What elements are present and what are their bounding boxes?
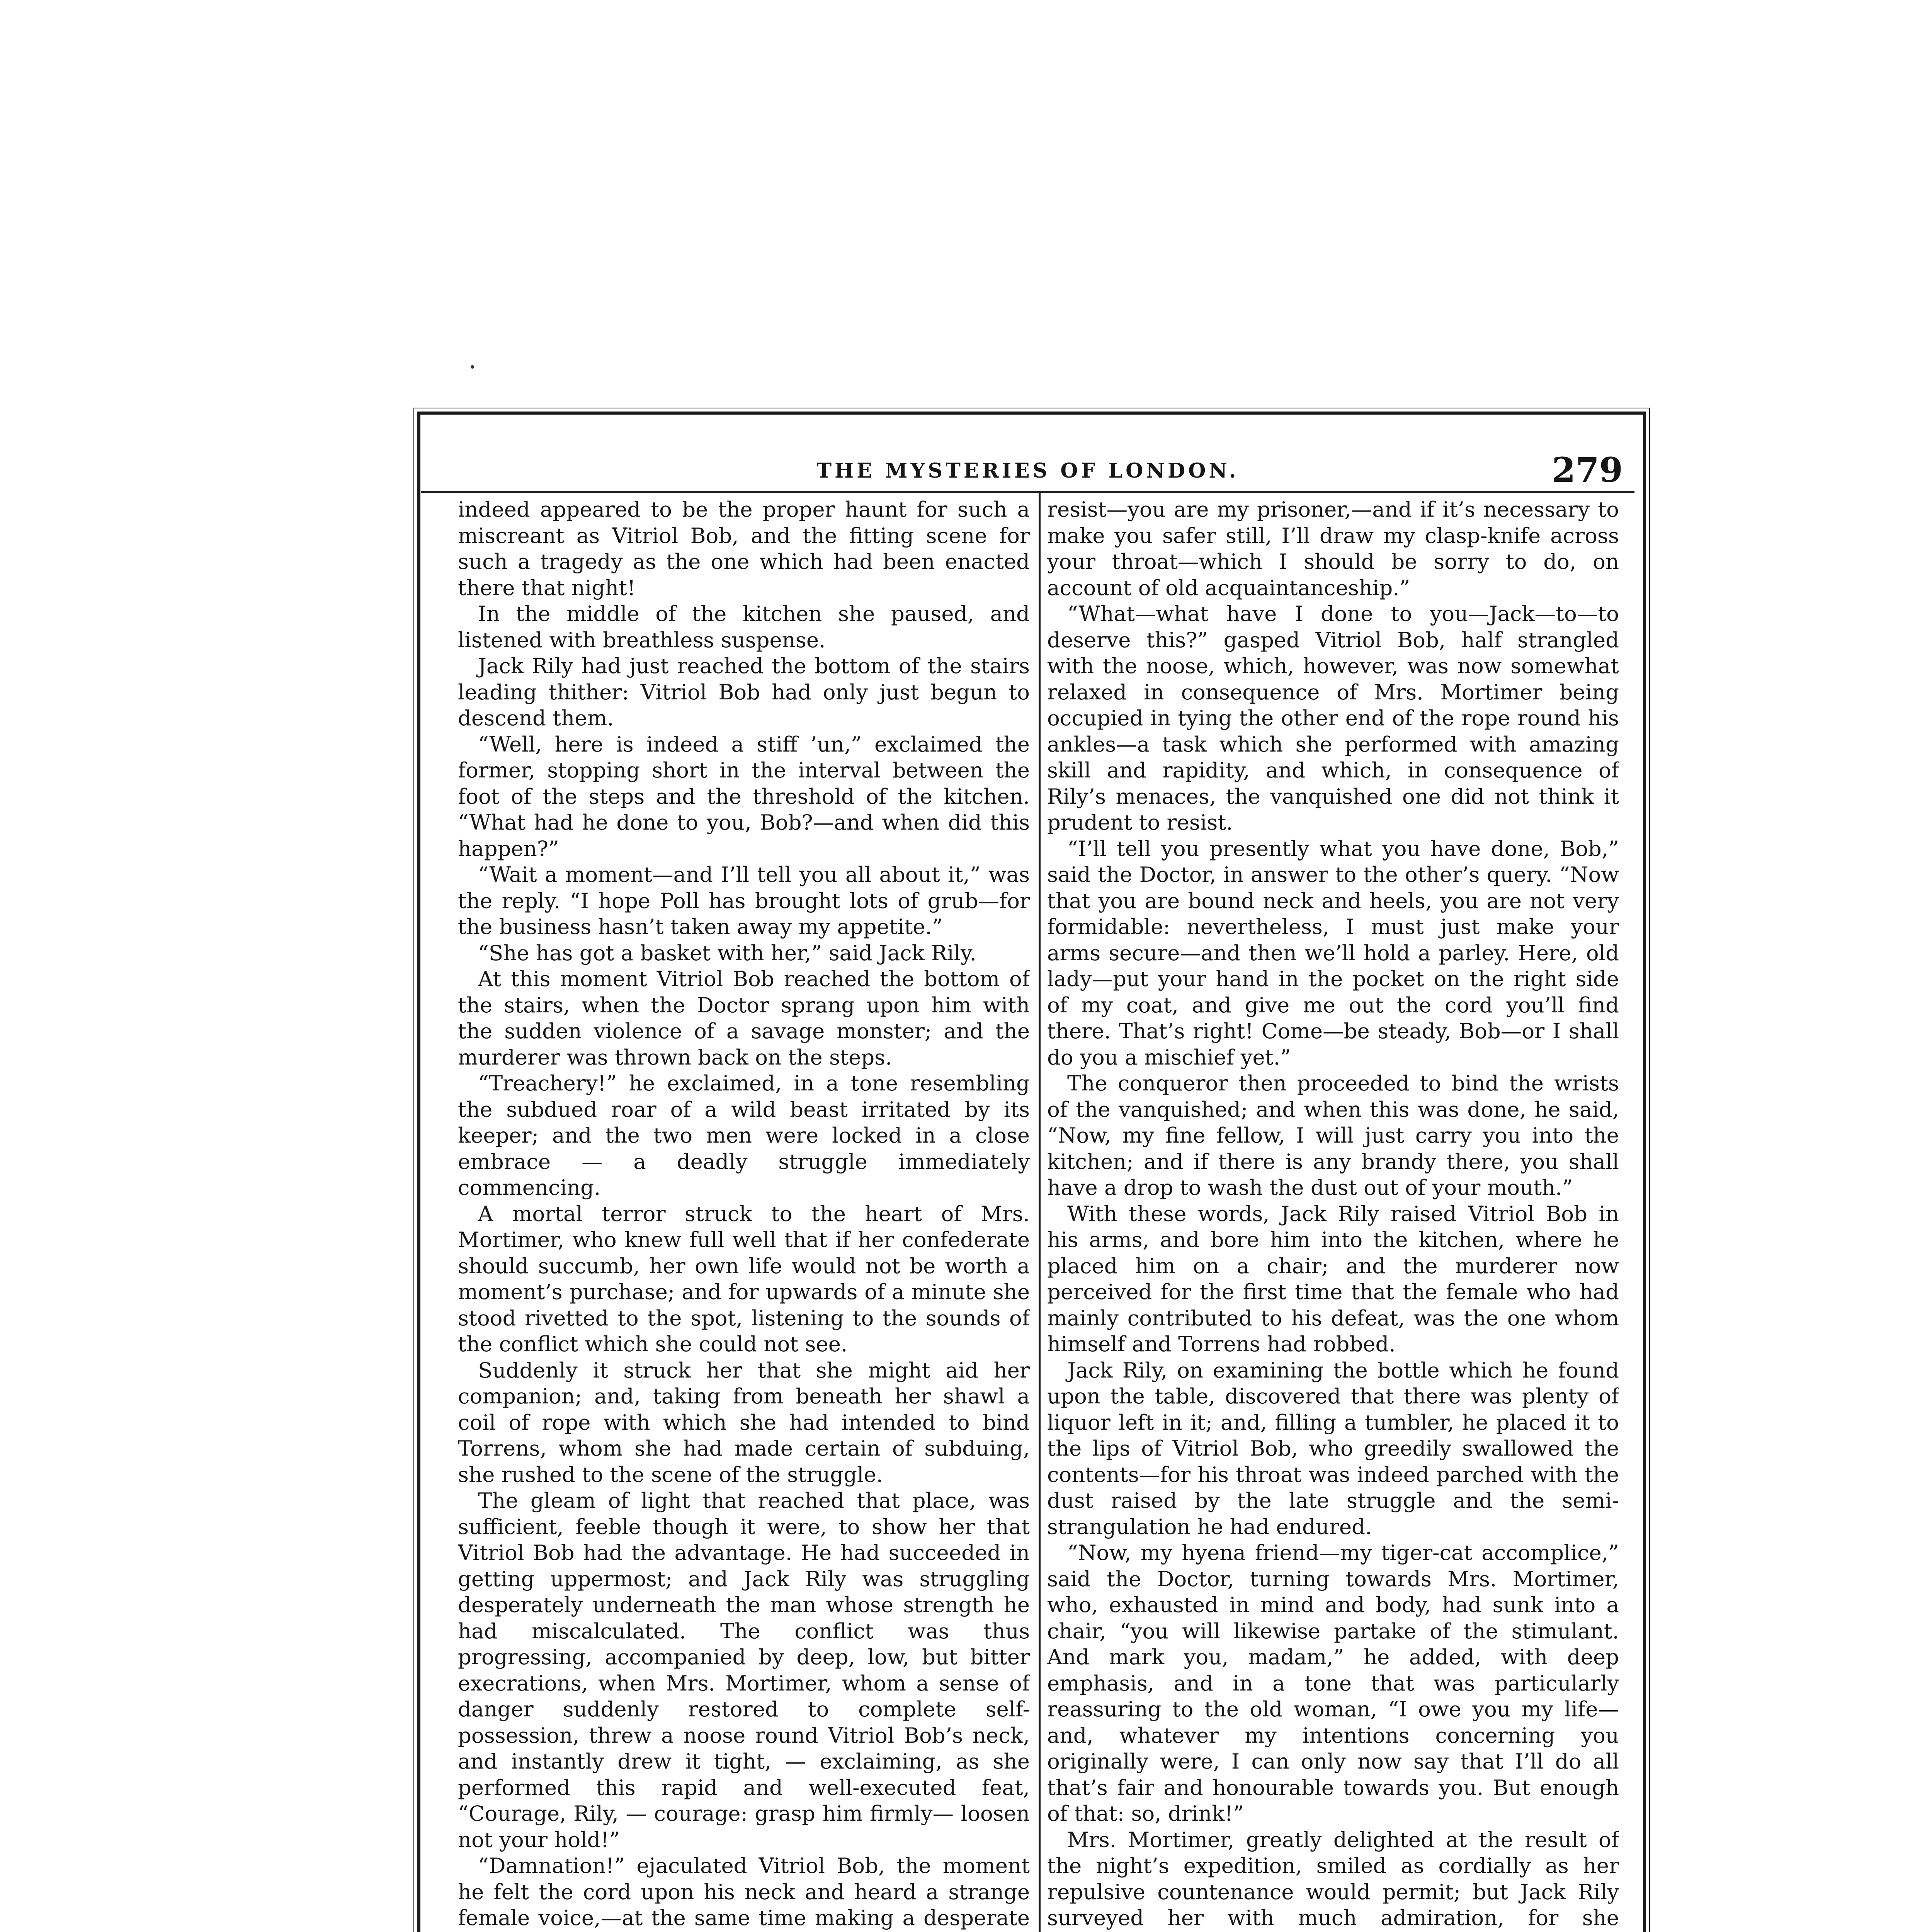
paragraph: “Damnation!” ejaculated Vitriol Bob, the moment he felt the cord upon his neck and heard a strange female voice,—at the same time making a desperate	[458, 1853, 1030, 1930]
paragraph: “Treachery!” he exclaimed, in a tone resembling the subdued roar of a wild beast irritated by its keeper; and the two men were locked in a close embrace — a deadly struggle immediately commencing.	[458, 1071, 1030, 1200]
paragraph: In the middle of the kitchen she paused, and listened with breathless suspense.	[458, 601, 1030, 652]
paragraph: The gleam of light that reached that place, was sufficient, feeble though it were, to show her that Vitriol Bob had the advantage. He had succeeded in getting uppermost; and Jack Rily was struggling desperately underneath the man whose strength he had miscalculated. The conflict was thus progressing, accompanied by deep, low, but bitter execrations, when Mrs. Mortimer, whom a sense of danger suddenly restored to complete self-possession, threw a noose round Vitriol Bob’s neck, and instantly drew it tight, — exclaiming, as she performed this rapid and well-executed feat, “Courage, Rily, — courage: grasp him firmly— loosen not your hold!”	[458, 1488, 1030, 1852]
paragraph: Suddenly it struck her that she might aid her companion; and, taking from beneath her shawl a coil of rope with which she had intended to bind Torrens, whom she had made certain of subduing, she rushed to the scene of the struggle.	[458, 1357, 1030, 1487]
paragraph: “Now, my hyena friend—my tiger-cat accomplice,” said the Doctor, turning towards Mrs. Mortimer, who, exhausted in mind and body, had sunk into a chair, “you will likewise partake of the stimulant. And mark you, madam,” he added, with deep emphasis, and in a tone that was particularly reassuring to the old woman, “I owe you my life— and, whatever my intentions concerning you originally were, I can only now say that I’ll do all that’s fair and honourable towards you. But enough of that: so, drink!”	[1047, 1540, 1619, 1826]
ink-speck	[471, 365, 474, 369]
paragraph: Jack Rily had just reached the bottom of the stairs leading thither: Vitriol Bob had only just begun to descend them.	[458, 653, 1030, 730]
paragraph: The conqueror then proceeded to bind the wrists of the vanquished; and when this was done, he said, “Now, my fine fellow, I will just carry you into the kitchen; and if there is any brandy there, you shall have a drop to wash the dust out of your mouth.”	[1047, 1071, 1619, 1200]
paragraph: resist—you are my prisoner,—and if it’s necessary to make you safer still, I’ll draw my clasp-knife across your throat—which I should be sorry to do, on account of old acquaintanceship.”	[1047, 497, 1619, 600]
paragraph: indeed appeared to be the proper haunt for such a miscreant as Vitriol Bob, and the fitting scene for such a tragedy as the one which had been enacted there that night!	[458, 497, 1030, 600]
paragraph: With these words, Jack Rily raised Vitriol Bob in his arms, and bore him into the kitchen, where he placed him on a chair; and the murderer now perceived for the first time that the female who had mainly contributed to his defeat, was the one whom himself and Torrens had robbed.	[1047, 1201, 1619, 1356]
page-number: 279	[1552, 450, 1623, 490]
paragraph: “I’ll tell you presently what you have done, Bob,” said the Doctor, in answer to the other’s query. “Now that you are bound neck and heels, you are not very formidable: nevertheless, I must just make your arms secure—and then we’ll hold a parley. Here, old lady—put your hand in the pocket on the right side of my coat, and give me out the cord you’ll find there. That’s right! Come—be steady, Bob—or I shall do you a mischief yet.”	[1047, 836, 1619, 1070]
paragraph: “She has got a basket with her,” said Jack Rily.	[478, 940, 976, 965]
paragraph: Jack Rily, on examining the bottle which he found upon the table, discovered that there was plenty of liquor left in it; and, filling a tumbler, he placed it to the lips of Vitriol Bob, who greedily swallowed the contents—for his throat was indeed parched with the dust raised by the late struggle and the semi-strangulation he had endured.	[1047, 1357, 1619, 1539]
page-header	[421, 448, 1634, 493]
running-head: THE MYSTERIES OF LONDON.	[816, 459, 1239, 483]
paragraph: Mrs. Mortimer, greatly delighted at the result of the night’s expedition, smiled as cordially as her repulsive countenance would permit; but Jack Rily surveyed her with much admiration, for she	[1047, 1827, 1619, 1930]
right-column	[1047, 497, 1619, 1932]
paragraph: “Wait a moment—and I’ll tell you all about it,” was the reply. “I hope Poll has brought lots of grub—for the business hasn’t taken away my appetite.”	[458, 862, 1030, 939]
paragraph: “What—what have I done to you—Jack—to—to deserve this?” gasped Vitriol Bob, half strangled with the noose, which, however, was now somewhat relaxed in consequence of Mrs. Mortimer being occupied in tying the other end of the rope round his ankles—a task which she performed with amazing skill and rapidity, and which, in consequence of Rily’s menaces, the vanquished one did not think it prudent to resist.	[1047, 601, 1619, 835]
column-divider	[1039, 491, 1041, 1932]
left-column	[458, 497, 1030, 1932]
paragraph: At this moment Vitriol Bob reached the bottom of the stairs, when the Doctor sprang upon him with the sudden violence of a savage monster; and the murderer was thrown back on the steps.	[458, 966, 1030, 1070]
paragraph: “Well, here is indeed a stiff ’un,” exclaimed the former, stopping short in the interval between the foot of the steps and the threshold of the kitchen. “What had he done to you, Bob?—and when did this happen?”	[458, 731, 1030, 861]
paragraph: A mortal terror struck to the heart of Mrs. Mortimer, who knew full well that if her confederate should succumb, her own life would not be worth a moment’s purchase; and for upwards of a minute she stood rivetted to the spot, listening to the sounds of the conflict which she could not see.	[458, 1201, 1030, 1356]
